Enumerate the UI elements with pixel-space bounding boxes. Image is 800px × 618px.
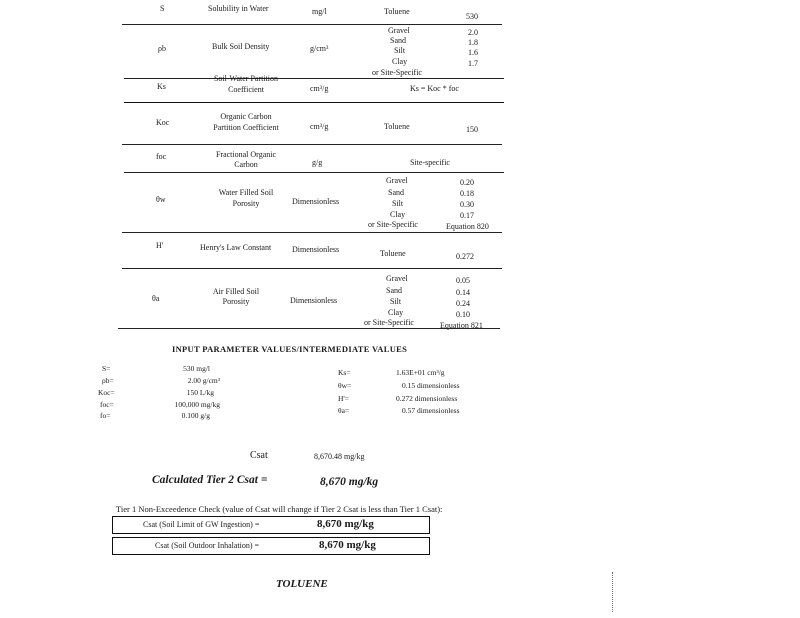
value-foc: Site-specific — [410, 158, 450, 167]
soil-sand: Sand — [390, 36, 406, 45]
tw-silt: 0.30 — [460, 200, 474, 209]
soil-gravel: Gravel — [388, 26, 410, 35]
tw-clay-label: Clay — [390, 210, 406, 219]
ta-gravel-label: Gravel — [386, 274, 408, 283]
tw-sand: 0.18 — [460, 189, 474, 198]
ta-silt: 0.24 — [456, 299, 470, 308]
chemical-name: TOLUENE — [276, 578, 328, 590]
param-thetaw-1: Water Filled Soil — [218, 188, 274, 197]
symbol-theta-a: θa — [152, 294, 160, 303]
value-label-solubility: Toluene — [384, 7, 410, 16]
tier1-check-text: Tier 1 Non-Exceedence Check (value of Csat will change if Tier 2 Csat is less than Tier 1 Csat): — [116, 504, 443, 514]
value-solubility: 530 — [466, 12, 478, 21]
units-solubility: mg/l — [312, 7, 327, 16]
soil-silt: Silt — [394, 46, 406, 55]
bd-clay: 1.7 — [468, 59, 478, 68]
input-koc-value: 150 L/kg — [186, 388, 214, 397]
symbol-H: H' — [156, 241, 164, 250]
param-ks-1: Soil-Water Partition — [213, 74, 278, 83]
note-thetaa: or Site-Specific — [364, 318, 414, 327]
input-koc-label: Koc= — [98, 388, 115, 397]
param-thetaa-2: Porosity — [222, 297, 250, 306]
symbol-theta-w: θw — [156, 195, 166, 204]
ta-sand-label: Sand — [386, 286, 402, 295]
bd-gravel: 2.0 — [468, 28, 478, 37]
symbol-foc: foc — [156, 152, 167, 161]
param-foc-2: Carbon — [234, 160, 258, 169]
input-rhob-value: 2.00 g/cm³ — [187, 376, 220, 385]
note-bd: or Site-Specific — [372, 68, 422, 77]
param-solubility: Solubility in Water — [208, 4, 269, 13]
ta-gravel: 0.05 — [456, 276, 470, 285]
param-bulk-density: Bulk Soil Density — [212, 42, 270, 51]
symbol-Koc: Koc — [156, 118, 170, 127]
result-box-ingestion — [112, 516, 430, 534]
box1-label: Csat (Soil Limit of GW Ingestion) = — [143, 520, 260, 529]
eq-thetaw: Equation 820 — [446, 222, 489, 231]
tw-gravel: 0.20 — [460, 178, 474, 187]
input-fo-value: 0.100 g/g — [181, 411, 210, 420]
value-label-henry: Toluene — [380, 249, 406, 258]
box2-value: 8,670 mg/kg — [319, 539, 376, 551]
soil-clay: Clay — [392, 57, 408, 66]
units-bulk-density: g/cm³ — [310, 44, 329, 53]
symbol-rho-b: ρb — [158, 44, 166, 53]
symbol-Ks: Ks — [157, 82, 166, 91]
units-koc: cm³/g — [310, 122, 329, 131]
param-thetaa-1: Air Filled Soil — [212, 287, 260, 296]
input-thetaa-value: 0.57 dimensionless — [402, 406, 460, 415]
param-henry: Henry's Law Constant — [200, 243, 272, 252]
symbol-S: S — [160, 4, 165, 13]
input-henry-value: 0.272 dimensionless — [396, 394, 458, 403]
param-ks-2: Coefficient — [228, 85, 264, 94]
ta-silt-label: Silt — [390, 297, 402, 306]
input-thetaa-label: θa= — [338, 406, 350, 415]
value-koc: 150 — [466, 125, 478, 134]
input-thetaw-value: 0.15 dimensionless — [402, 381, 460, 390]
input-rhob-label: ρb= — [102, 376, 114, 385]
eq-thetaa: Equation 821 — [440, 321, 483, 330]
units-henry: Dimensionless — [292, 245, 340, 254]
param-foc-1: Fractional Organic — [215, 150, 277, 159]
ta-clay-label: Clay — [388, 308, 404, 317]
param-thetaw-2: Porosity — [232, 199, 260, 208]
input-henry-label: H'= — [338, 394, 349, 403]
tw-silt-label: Silt — [392, 199, 404, 208]
box1-value: 8,670 mg/kg — [317, 518, 374, 530]
bd-sand: 1.8 — [468, 38, 478, 47]
input-thetaw-label: θw= — [338, 381, 352, 390]
input-section-title: INPUT PARAMETER VALUES/INTERMEDIATE VALUES — [172, 344, 408, 354]
input-foc-label: foc= — [100, 400, 114, 409]
result-box-inhalation — [112, 537, 430, 555]
input-S-value: 530 mg/l — [183, 364, 210, 373]
tw-gravel-label: Gravel — [386, 176, 408, 185]
box2-label: Csat (Soil Outdoor Inhalation) = — [155, 541, 260, 550]
dotted-edge-mark — [612, 572, 613, 612]
formula-ks: Ks = Koc * foc — [410, 84, 459, 93]
input-ks-value: 1.63E+01 cm³/g — [396, 368, 445, 377]
tier2-label: Calculated Tier 2 Csat = — [152, 474, 268, 486]
input-fo-label: fo= — [100, 411, 111, 420]
units-foc: g/g — [312, 158, 323, 167]
value-henry: 0.272 — [456, 252, 474, 261]
tw-clay: 0.17 — [460, 211, 474, 220]
tw-sand-label: Sand — [388, 188, 404, 197]
csat-label: Csat — [250, 450, 268, 461]
units-thetaa: Dimensionless — [290, 296, 338, 305]
ta-sand: 0.14 — [456, 288, 470, 297]
value-label-koc: Toluene — [384, 122, 410, 131]
units-ks: cm³/g — [310, 84, 329, 93]
input-foc-value: 100,000 mg/kg — [174, 400, 220, 409]
note-thetaw: or Site-Specific — [368, 220, 418, 229]
csat-value: 8,670.48 mg/kg — [314, 452, 365, 461]
param-koc-1: Organic Carbon — [220, 112, 272, 121]
ta-clay: 0.10 — [456, 310, 470, 319]
units-thetaw: Dimensionless — [292, 197, 340, 206]
tier2-value: 8,670 mg/kg — [320, 476, 379, 488]
bd-silt: 1.6 — [468, 48, 478, 57]
param-koc-2: Partition Coefficient — [213, 123, 279, 132]
input-S-label: S= — [102, 364, 111, 373]
input-ks-label: Ks= — [338, 368, 351, 377]
